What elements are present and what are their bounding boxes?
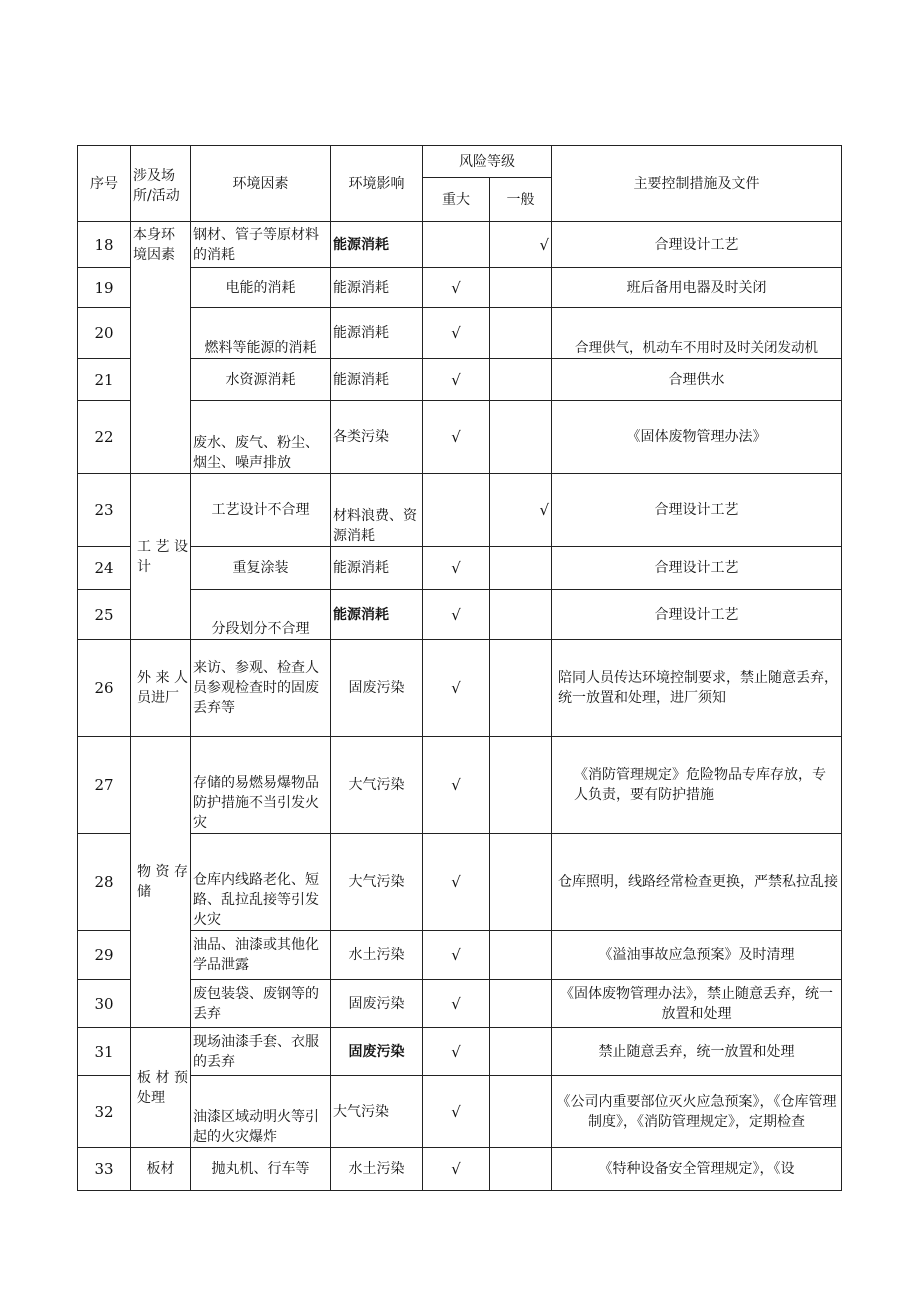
impact-cell: 各类污染: [331, 401, 423, 474]
site-cell: 板材: [131, 1148, 191, 1191]
major-check: √: [423, 401, 490, 474]
major-check: √: [423, 268, 490, 308]
measure-cell: 《溢油事故应急预案》及时清理: [552, 931, 842, 980]
row-number: 32: [78, 1076, 131, 1148]
impact-cell: 能源消耗: [331, 222, 423, 268]
table-row: [78, 474, 842, 547]
major-check: √: [423, 980, 490, 1028]
measure-cell: 班后备用电器及时关闭: [552, 268, 842, 308]
impact-cell: 水土污染: [331, 931, 423, 980]
table-row: [78, 268, 842, 308]
major-check: √: [423, 931, 490, 980]
header-factor: 环境因素: [191, 146, 331, 222]
row-number: 25: [78, 590, 131, 640]
table-row: [78, 834, 842, 931]
measure-cell: 合理供气，机动车不用时及时关闭发动机: [552, 308, 842, 359]
general-cell: [490, 590, 552, 640]
table-row: [78, 222, 842, 268]
table-row: [78, 737, 842, 834]
table-row: [78, 359, 842, 401]
site-cell: 本身环境因素: [131, 222, 191, 474]
row-number: 28: [78, 834, 131, 931]
header-impact: 环境影响: [331, 146, 423, 222]
measure-cell: 合理供水: [552, 359, 842, 401]
row-number: 22: [78, 401, 131, 474]
table-row: [78, 640, 842, 737]
factor-cell: 钢材、管子等原材料的消耗: [191, 222, 331, 268]
factor-cell: 油漆区域动明火等引起的火灾爆炸: [191, 1076, 331, 1148]
impact-cell: 固废污染: [331, 980, 423, 1028]
row-number: 30: [78, 980, 131, 1028]
factor-cell: 电能的消耗: [191, 268, 331, 308]
impact-cell: 能源消耗: [331, 590, 423, 640]
header-no: 序号: [78, 146, 131, 222]
impact-cell: 大气污染: [331, 1076, 423, 1148]
factor-cell: 油品、油漆或其他化学品泄露: [191, 931, 331, 980]
header-site: 涉及场所/活动: [131, 146, 191, 222]
factor-cell: 来访、参观、检查人员参观检查时的固废丢弃等: [191, 640, 331, 737]
row-number: 31: [78, 1028, 131, 1076]
impact-cell: 能源消耗: [331, 547, 423, 590]
row-number: 21: [78, 359, 131, 401]
measure-cell: 陪同人员传达环境控制要求，禁止随意丢弃，统一放置和处理，进厂须知: [552, 640, 842, 737]
row-number: 18: [78, 222, 131, 268]
factor-cell: 现场油漆手套、衣服的丢弃: [191, 1028, 331, 1076]
general-cell: [490, 640, 552, 737]
general-cell: [490, 1148, 552, 1191]
measure-cell: 《公司内重要部位灭火应急预案》，《仓库管理制度》，《消防管理规定》，定期检查: [552, 1076, 842, 1148]
table-row: [78, 308, 842, 359]
row-number: 27: [78, 737, 131, 834]
major-cell: [423, 474, 490, 547]
major-check: √: [423, 547, 490, 590]
table-row: [78, 590, 842, 640]
environmental-factor-table: [77, 145, 842, 1191]
major-check: √: [423, 1076, 490, 1148]
factor-cell: 燃料等能源的消耗: [191, 308, 331, 359]
site-cell: 物资存储: [131, 737, 191, 1028]
impact-cell: 固废污染: [331, 640, 423, 737]
general-cell: [490, 268, 552, 308]
general-cell: [490, 1076, 552, 1148]
table-row: [78, 401, 842, 474]
factor-cell: 废包装袋、废钢等的丢弃: [191, 980, 331, 1028]
general-cell: [490, 980, 552, 1028]
measure-cell: 合理设计工艺: [552, 547, 842, 590]
general-cell: [490, 834, 552, 931]
measure-cell: 合理设计工艺: [552, 590, 842, 640]
site-cell: 工艺设计: [131, 474, 191, 640]
major-check: √: [423, 834, 490, 931]
measure-cell: 合理设计工艺: [552, 474, 842, 547]
table-row: [78, 980, 842, 1028]
impact-cell: 水土污染: [331, 1148, 423, 1191]
header-major: 重大: [423, 178, 490, 222]
row-number: 20: [78, 308, 131, 359]
row-number: 24: [78, 547, 131, 590]
measure-cell: 《固体废物管理办法》: [552, 401, 842, 474]
table-row: [78, 931, 842, 980]
impact-cell: 材料浪费、资源消耗: [331, 474, 423, 547]
table-row: [78, 547, 842, 590]
major-check: √: [423, 308, 490, 359]
header-measures: 主要控制措施及文件: [552, 146, 842, 222]
impact-cell: 大气污染: [331, 834, 423, 931]
impact-cell: 大气污染: [331, 737, 423, 834]
measure-cell: 合理设计工艺: [552, 222, 842, 268]
factor-cell: 分段划分不合理: [191, 590, 331, 640]
general-cell: [490, 401, 552, 474]
factor-cell: 工艺设计不合理: [191, 474, 331, 547]
measure-cell: 仓库照明，线路经常检查更换，严禁私拉乱接: [552, 834, 842, 931]
row-number: 33: [78, 1148, 131, 1191]
row-number: 29: [78, 931, 131, 980]
factor-cell: 废水、废气、粉尘、烟尘、噪声排放: [191, 401, 331, 474]
impact-cell: 能源消耗: [331, 268, 423, 308]
row-number: 26: [78, 640, 131, 737]
general-cell: [490, 931, 552, 980]
major-check: √: [423, 1028, 490, 1076]
factor-cell: 仓库内线路老化、短路、乱拉乱接等引发火灾: [191, 834, 331, 931]
factor-cell: 存储的易燃易爆物品防护措施不当引发火灾: [191, 737, 331, 834]
impact-cell: 固废污染: [331, 1028, 423, 1076]
header-general: 一般: [490, 178, 552, 222]
general-cell: [490, 1028, 552, 1076]
major-cell: [423, 222, 490, 268]
table-row: [78, 1148, 842, 1191]
row-number: 19: [78, 268, 131, 308]
general-cell: [490, 737, 552, 834]
factor-cell: 抛丸机、行车等: [191, 1148, 331, 1191]
general-cell: [490, 359, 552, 401]
factor-cell: 重复涂装: [191, 547, 331, 590]
general-cell: [490, 308, 552, 359]
major-check: √: [423, 737, 490, 834]
factor-cell: 水资源消耗: [191, 359, 331, 401]
header-risk-level: 风险等级: [423, 146, 552, 178]
measure-cell: 《特种设备安全管理规定》，《设: [552, 1148, 842, 1191]
major-check: √: [423, 1148, 490, 1191]
row-number: 23: [78, 474, 131, 547]
major-check: √: [423, 640, 490, 737]
major-check: √: [423, 590, 490, 640]
site-cell: 外来人员进厂: [131, 640, 191, 737]
general-check: √: [490, 222, 552, 268]
general-cell: [490, 547, 552, 590]
general-check: √: [490, 474, 552, 547]
major-check: √: [423, 359, 490, 401]
measure-cell: 《消防管理规定》危险物品专库存放，专人负责，要有防护措施: [552, 737, 842, 834]
measure-cell: 禁止随意丢弃，统一放置和处理: [552, 1028, 842, 1076]
impact-cell: 能源消耗: [331, 308, 423, 359]
impact-cell: 能源消耗: [331, 359, 423, 401]
table-row: [78, 1076, 842, 1148]
measure-cell: 《固体废物管理办法》，禁止随意丢弃，统一放置和处理: [552, 980, 842, 1028]
site-cell: 板材预处理: [131, 1028, 191, 1148]
table-row: [78, 1028, 842, 1076]
